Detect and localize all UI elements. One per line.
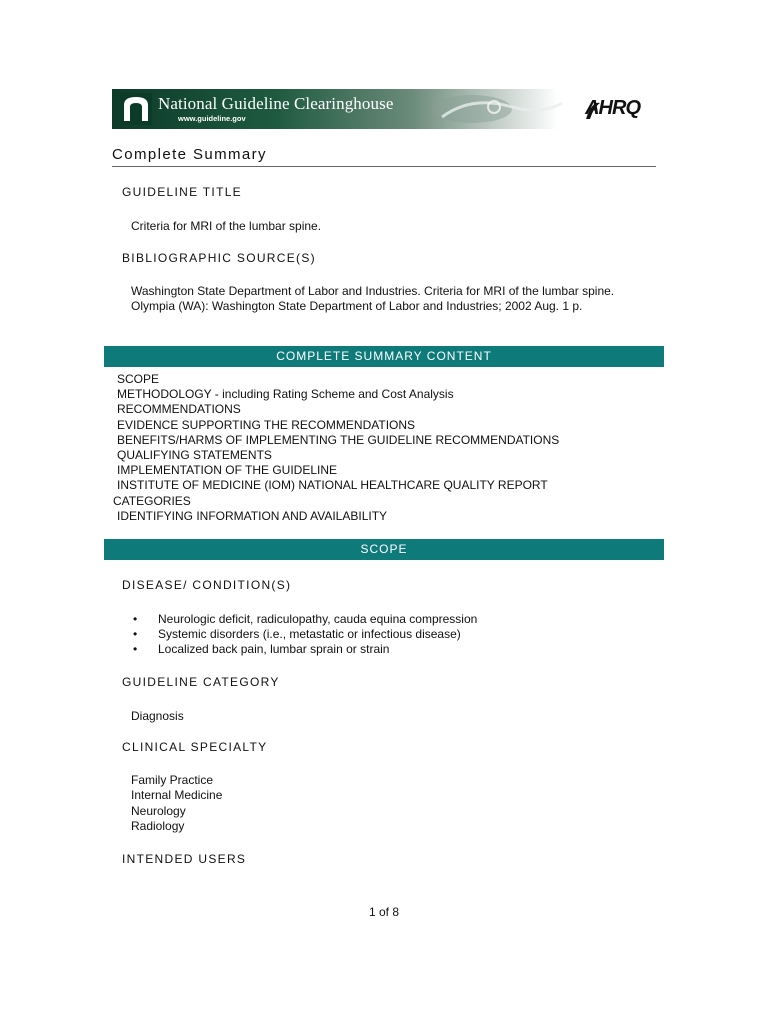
site-name: National Guideline Clearinghouse	[158, 94, 394, 113]
disease-list	[131, 612, 477, 657]
guideline-title-label: GUIDELINE TITLE	[122, 185, 242, 199]
section-bar-content[interactable]: COMPLETE SUMMARY CONTENT	[104, 346, 664, 367]
list-item: Radiology	[131, 818, 185, 833]
agency-logo: AHRQ	[585, 97, 640, 119]
bibliographic-label: BIBLIOGRAPHIC SOURCE(S)	[122, 251, 316, 265]
banner-artwork-icon	[432, 89, 572, 129]
toc-link-iom[interactable]: INSTITUTE OF MEDICINE (IOM) NATIONAL HEALTHCARE QUALITY REPORT	[117, 478, 548, 493]
toc-link-benefits-harms[interactable]: BENEFITS/HARMS OF IMPLEMENTING THE GUIDELINE RECOMMENDATIONS	[117, 432, 560, 447]
list-item: • Neurologic deficit, radiculopathy, cauda equina compression	[133, 612, 478, 626]
disease-label: DISEASE/ CONDITION(S)	[122, 578, 292, 592]
list-item: Internal Medicine	[131, 788, 223, 803]
guideline-title-value: Criteria for MRI of the lumbar spine.	[131, 219, 322, 233]
specialty-label: CLINICAL SPECIALTY	[122, 740, 268, 754]
section-bar-scope[interactable]: SCOPE	[104, 539, 664, 560]
toc-link-identifying[interactable]: IDENTIFYING INFORMATION AND AVAILABILITY	[117, 508, 388, 523]
category-label: GUIDELINE CATEGORY	[122, 675, 280, 689]
bullet-icon: •	[133, 612, 138, 626]
bullet-icon: •	[133, 642, 138, 656]
toc-link-recommendations[interactable]: RECOMMENDATIONS	[117, 402, 241, 417]
users-label: INTENDED USERS	[122, 852, 247, 866]
title-divider	[112, 166, 656, 167]
bullet-icon: •	[133, 627, 138, 641]
toc-link-implementation[interactable]: IMPLEMENTATION OF THE GUIDELINE	[117, 463, 338, 478]
bibliographic-value: Washington State Department of Labor and Industries. Criteria for MRI of the lumbar spine. Olympia (WA): Washington State Department of Labor and Industries; 2002 Aug. 1 p.	[131, 284, 615, 313]
site-url: www.guideline.gov	[178, 114, 246, 123]
toc-link-evidence[interactable]: EVIDENCE SUPPORTING THE RECOMMENDATIONS	[117, 417, 416, 432]
ngc-logo-icon	[120, 93, 152, 125]
site-banner[interactable]	[112, 89, 656, 129]
summary-toc	[113, 372, 637, 524]
category-value: Diagnosis	[131, 709, 184, 723]
toc-link-iom-continued[interactable]: CATEGORIES	[113, 493, 191, 508]
specialty-list	[131, 773, 222, 834]
toc-link-methodology[interactable]: METHODOLOGY - including Rating Scheme and Cost Analysis	[117, 387, 454, 402]
list-item: Neurology	[131, 803, 186, 818]
page-number: 1 of 8	[368, 905, 400, 919]
list-item: • Systemic disorders (i.e., metastatic or infectious disease)	[133, 627, 461, 641]
toc-link-qualifying[interactable]: QUALIFYING STATEMENTS	[117, 448, 272, 463]
toc-link-scope[interactable]: SCOPE	[117, 372, 160, 386]
list-item: Family Practice	[131, 773, 214, 787]
page-title: Complete Summary	[112, 146, 267, 163]
list-item: • Localized back pain, lumbar sprain or strain	[133, 642, 390, 656]
